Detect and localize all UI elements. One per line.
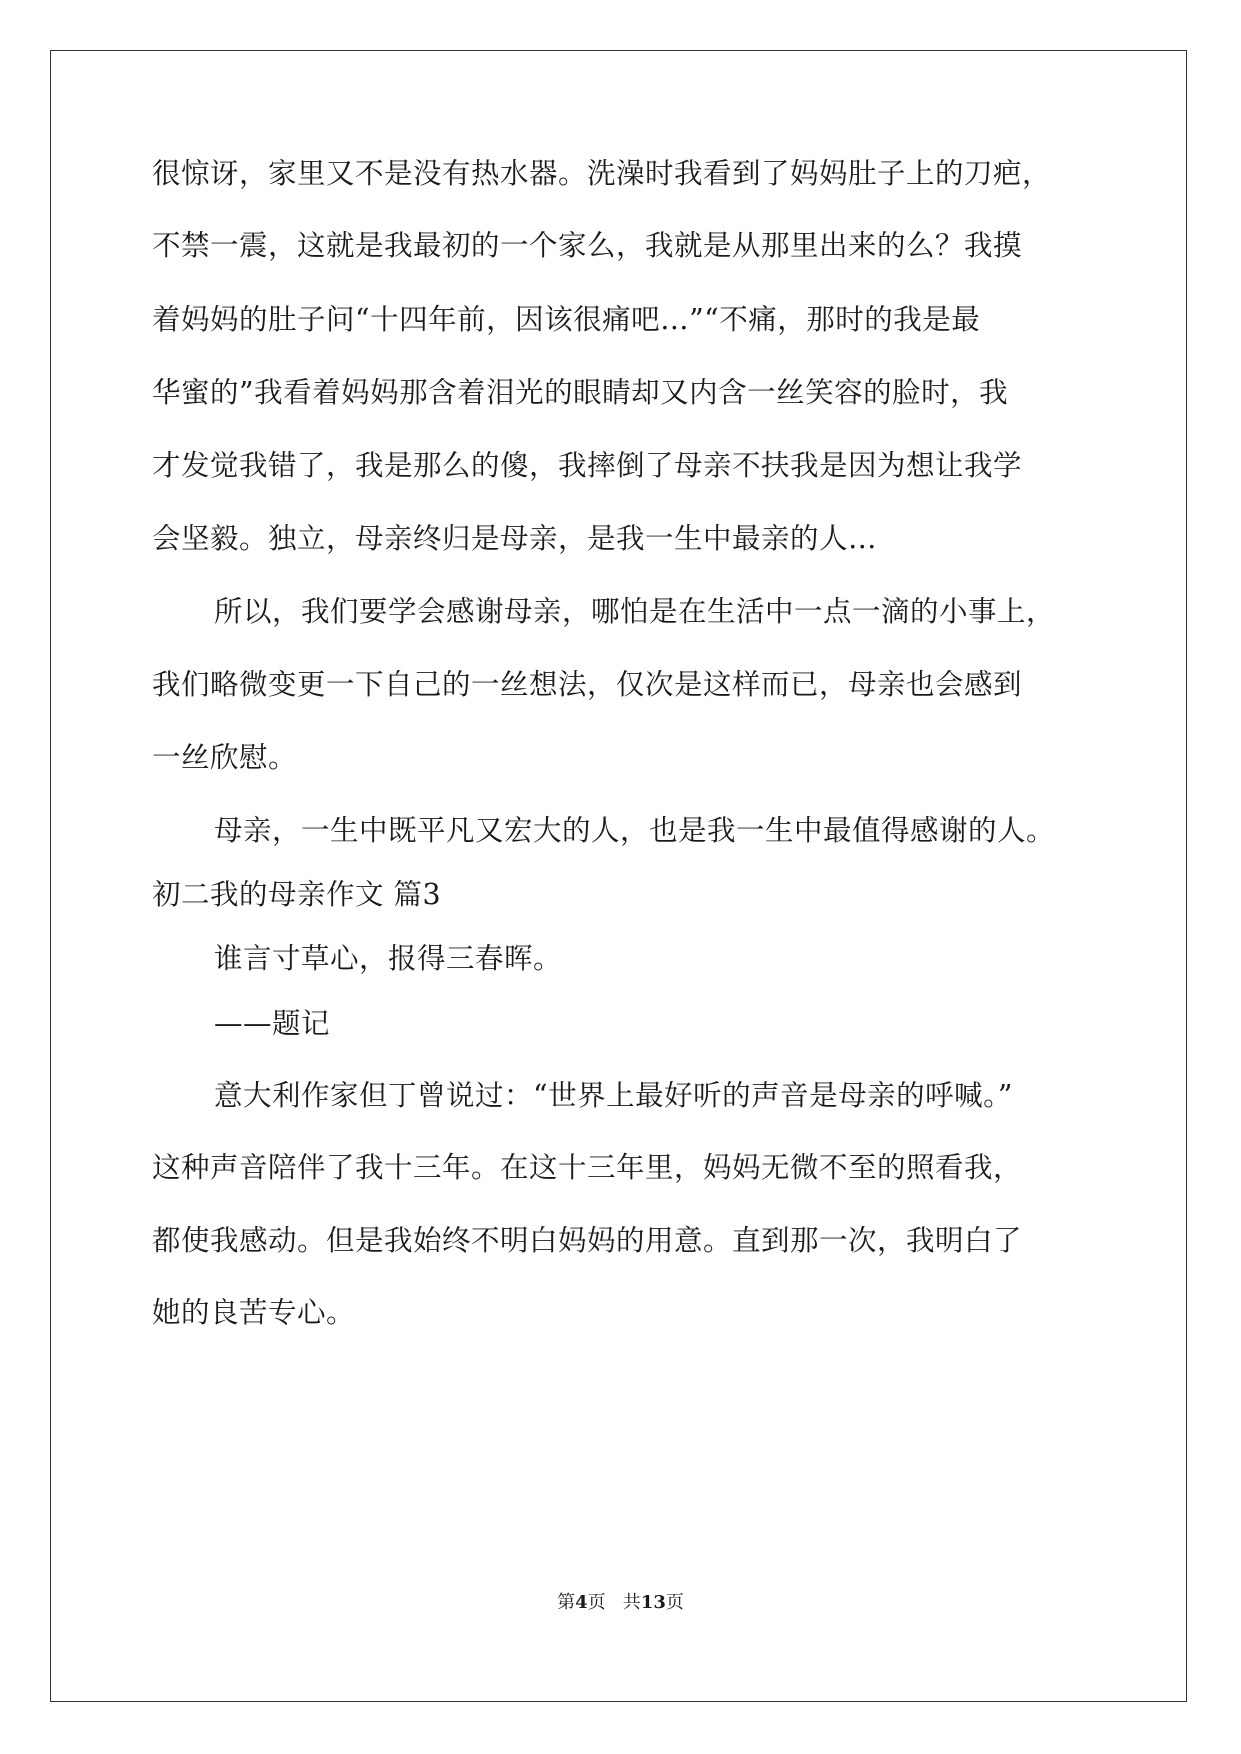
paragraph-line: 谁言寸草心，报得三春晖。 <box>214 942 563 975</box>
paragraph-line: 会坚毅。独立，母亲终归是母亲，是我一生中最亲的人… <box>152 522 878 555</box>
paragraph-line: ——题记 <box>214 1007 331 1040</box>
paragraph-line: 意大利作家但丁曾说过：“世界上最好听的声音是母亲的呼喊。” <box>214 1079 1013 1112</box>
section-heading: 初二我的母亲作文 篇3 <box>152 878 442 911</box>
paragraph-line: 她的良苦专心。 <box>152 1296 356 1329</box>
paragraph-line: 才发觉我错了，我是那么的傻，我摔倒了母亲不扶我是因为想让我学 <box>152 449 1023 482</box>
paragraph-line: 所以，我们要学会感谢母亲，哪怕是在生活中一点一滴的小事上， <box>214 595 1056 628</box>
footer-page-number: 4 <box>575 1592 588 1613</box>
paragraph-line: 着妈妈的肚子问“十四年前，因该很痛吧…”“不痛，那时的我是最 <box>152 303 981 336</box>
page-footer <box>0 1591 1241 1615</box>
paragraph-line: 一丝欣慰。 <box>152 741 298 774</box>
footer-total-pages: 13 <box>640 1592 666 1613</box>
paragraph-line: 华蜜的”我看着妈妈那含着泪光的眼睛却又内含一丝笑容的脸时，我 <box>152 376 1009 409</box>
paragraph-line: 母亲，一生中既平凡又宏大的人，也是我一生中最值得感谢的人。 <box>214 814 1056 847</box>
footer-suffix: 页 <box>665 1592 684 1613</box>
paragraph-line: 这种声音陪伴了我十三年。在这十三年里，妈妈无微不至的照看我， <box>152 1151 1023 1184</box>
paragraph-line: 都使我感动。但是我始终不明白妈妈的用意。直到那一次，我明白了 <box>152 1224 1023 1257</box>
paragraph-line: 我们略微变更一下自己的一丝想法，仅次是这样而已，母亲也会感到 <box>152 668 1023 701</box>
footer-prefix: 第 <box>557 1592 576 1613</box>
paragraph-line: 不禁一震，这就是我最初的一个家么，我就是从那里出来的么？我摸 <box>152 229 1023 262</box>
footer-middle: 页 共 <box>587 1592 641 1613</box>
paragraph-line: 很惊讶，家里又不是没有热水器。洗澡时我看到了妈妈肚子上的刀疤， <box>152 157 1052 190</box>
